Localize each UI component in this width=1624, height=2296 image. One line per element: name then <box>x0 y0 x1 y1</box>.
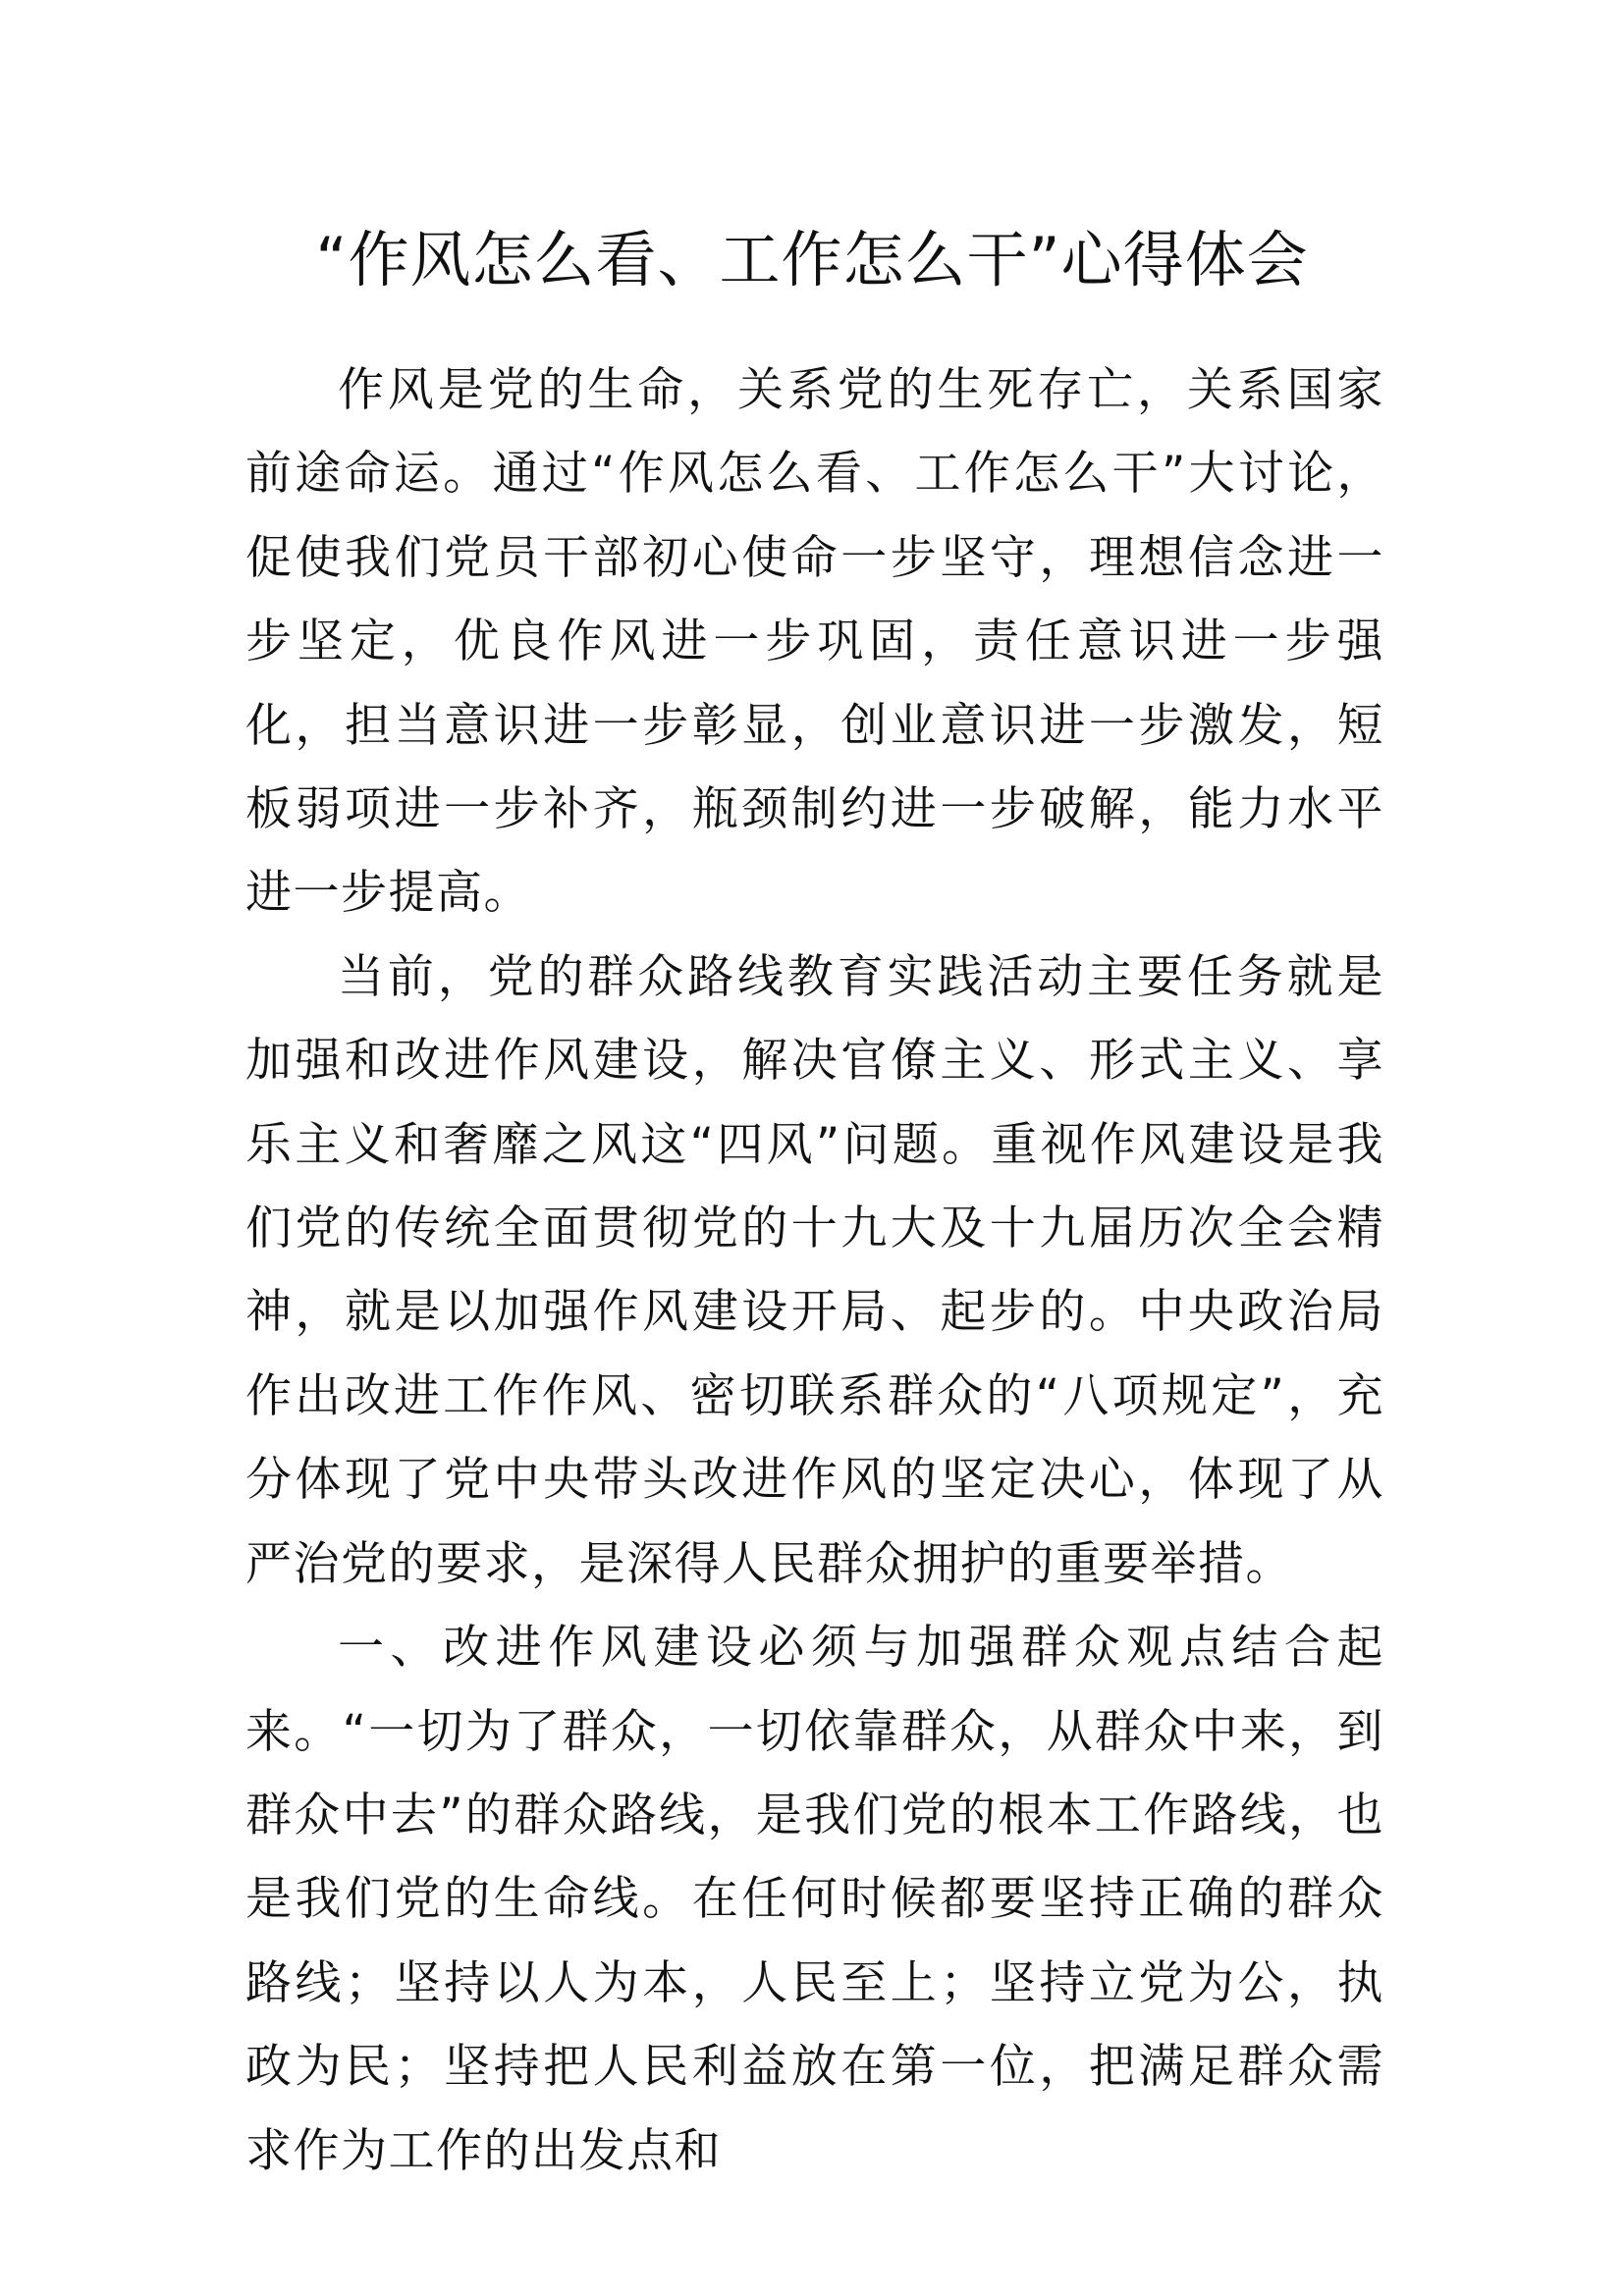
page-title: “作风怎么看、工作怎么干”心得体会 <box>315 224 1309 295</box>
paragraph: 作风是党的生命，关系党的生死存亡，关系国家前途命运。通过“作风怎么看、工作怎么干”大讨论，促使我们党员干部初心使命一步坚守，理想信念进一步坚定，优良作风进一步巩固，责任意识进一步强化，担当意识进一步彰显，创业意识进一步激发，短板弱项进一步补齐，瓶颈制约进一步破解，能力水平进一步提高。 <box>245 363 1384 921</box>
paragraph: 一、改进作风建设必须与加强群众观点结合起来。“一切为了群众，一切依靠群众，从群众中来，到群众中去”的群众路线，是我们党的根本工作路线，也是我们党的生命线。在任何时候都要坚持正确的群众路线；坚持以人为本，人民至上；坚持立党为公，执政为民；坚持把人民利益放在第一位，把满足群众需求作为工作的出发点和 <box>245 1621 1384 2178</box>
paragraph: 当前，党的群众路线教育实践活动主要任务就是加强和改进作风建设，解决官僚主义、形式主义、享乐主义和奢靡之风这“四风”问题。重视作风建设是我们党的传统全面贯彻党的十九大及十九届历次全会精神，就是以加强作风建设开局、起步的。中央政治局作出改进工作作风、密切联系群众的“八项规定”，充分体现了党中央带头改进作风的坚定决心，体现了从严治党的要求，是深得人民群众拥护的重要举措。 <box>245 949 1384 1591</box>
document-body <box>245 348 1384 2193</box>
